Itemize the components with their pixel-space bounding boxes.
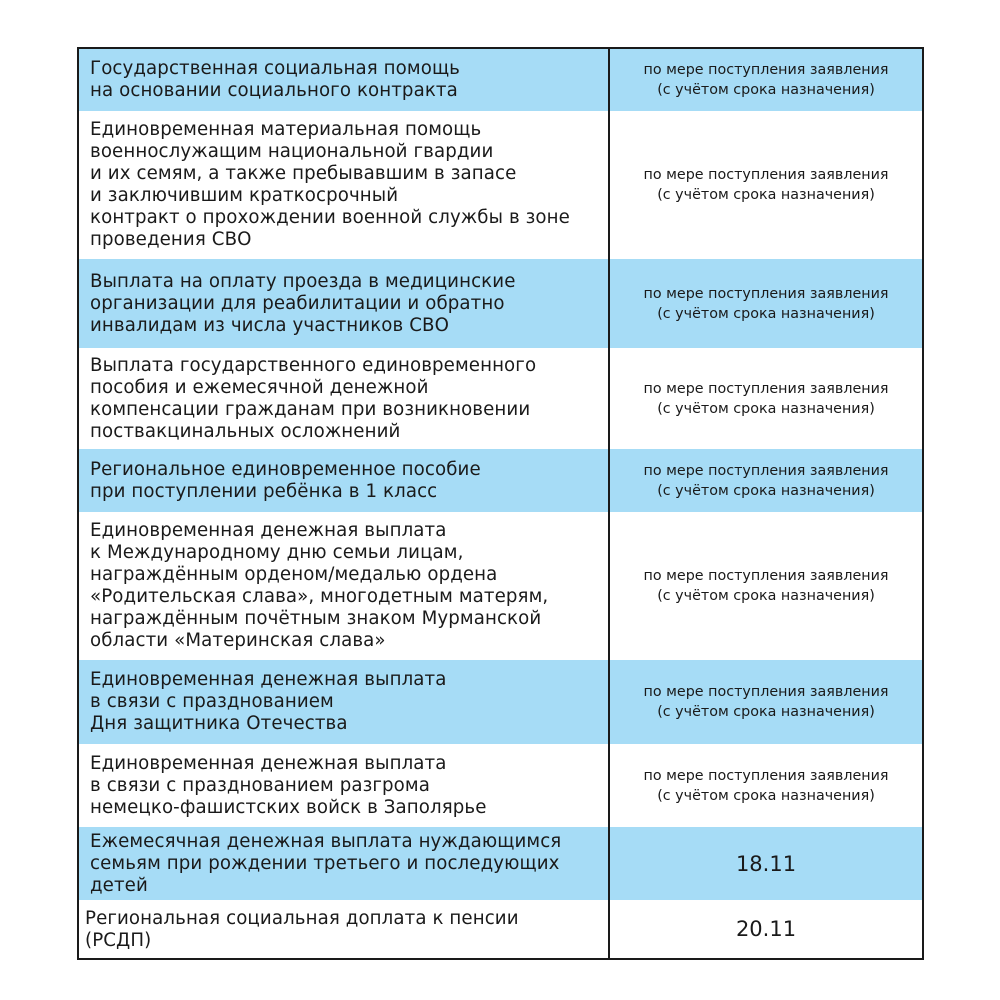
payment-name: Единовременная денежная выплата к Международному дню семьи лицам, награждённым орденом/медалью ордена «Родительская слава», многодетным матерям, награждённым почётным знаком Мурманской области «Материнская слава» [90, 520, 549, 651]
payment-term-cell [610, 111, 922, 259]
payment-name: Региональная социальная доплата к пенсии (РСДП) [85, 908, 519, 951]
payment-name-cell [79, 259, 610, 348]
payment-name: Единовременная материальная помощь военнослужащим национальной гвардии и их семям, а также пребывавшим в запасе и заключившим краткосрочный контракт о прохождении военной службы в зоне проведения СВО [90, 119, 570, 250]
term-line-2: (с учётом срока назначения) [657, 82, 875, 98]
payment-name: Выплата государственного единовременного пособия и ежемесячной денежной компенсации гражданам при возникновении поствакцинальных осложнений [90, 354, 537, 442]
table-row [79, 512, 922, 660]
term-line-2: (с учётом срока назначения) [657, 588, 875, 604]
payment-name: Единовременная денежная выплата в связи с празднованием Дня защитника Отечества [90, 669, 447, 734]
term-line-2: (с учётом срока назначения) [657, 787, 875, 804]
term-line-2: (с учётом срока назначения) [657, 400, 875, 417]
payment-term-cell [610, 744, 922, 827]
payment-name-cell [79, 827, 610, 900]
payment-term-cell [610, 827, 922, 900]
term-line-2: (с учётом срока назначения) [657, 482, 875, 499]
payment-schedule-table [77, 47, 924, 960]
payment-name: Региональное единовременное пособие при поступлении ребёнка в 1 класс [90, 458, 481, 502]
term-line-1: по мере поступления заявления [643, 167, 889, 183]
term-line-1: по мере поступления заявления [643, 684, 889, 700]
payment-name: Выплата на оплату проезда в медицинские организации для реабилитации и обратно инвалидам из числа участников СВО [90, 270, 516, 336]
term-line-1: по мере поступления заявления [643, 62, 889, 78]
payment-name: Единовременная денежная выплата в связи с празднованием разгрома немецко-фашистских войск в Заполярье [90, 752, 487, 818]
payment-name-cell [79, 512, 610, 660]
table-row [79, 49, 922, 111]
term-line-1: по мере поступления заявления [643, 568, 889, 584]
table-row [79, 348, 922, 449]
term-line-1: по мере поступления заявления [643, 380, 889, 397]
payment-term-cell [610, 348, 922, 449]
payment-name-cell [79, 449, 610, 512]
term-line-2: (с учётом срока назначения) [657, 704, 875, 720]
table-row [79, 900, 922, 958]
payment-date: 20.11 [735, 917, 797, 941]
table-row [79, 744, 922, 827]
payment-name-cell [79, 900, 610, 958]
payment-name-cell [79, 348, 610, 449]
table-row [79, 827, 922, 900]
payment-name-cell [79, 660, 610, 744]
table-row [79, 259, 922, 348]
term-line-2: (с учётом срока назначения) [657, 187, 875, 203]
payment-term-cell [610, 660, 922, 744]
payment-term-cell [610, 49, 922, 111]
payment-name: Ежемесячная денежная выплата нуждающимся семьям при рождении третьего и последующих детей [90, 830, 562, 896]
table-row [79, 111, 922, 259]
term-line-1: по мере поступления заявления [643, 285, 889, 302]
payment-term-cell [610, 512, 922, 660]
payment-name-cell [79, 744, 610, 827]
term-line-1: по мере поступления заявления [643, 767, 889, 784]
table-row [79, 660, 922, 744]
payment-name-cell [79, 111, 610, 259]
payment-term-cell [610, 449, 922, 512]
term-line-2: (с учётом срока назначения) [657, 305, 875, 322]
table-row [79, 449, 922, 512]
payment-name-cell [79, 49, 610, 111]
payment-term-cell [610, 900, 922, 958]
term-line-1: по мере поступления заявления [643, 462, 889, 479]
payment-date: 18.11 [735, 851, 797, 876]
payment-name: Государственная социальная помощь на основании социального контракта [90, 58, 460, 101]
payment-term-cell [610, 259, 922, 348]
